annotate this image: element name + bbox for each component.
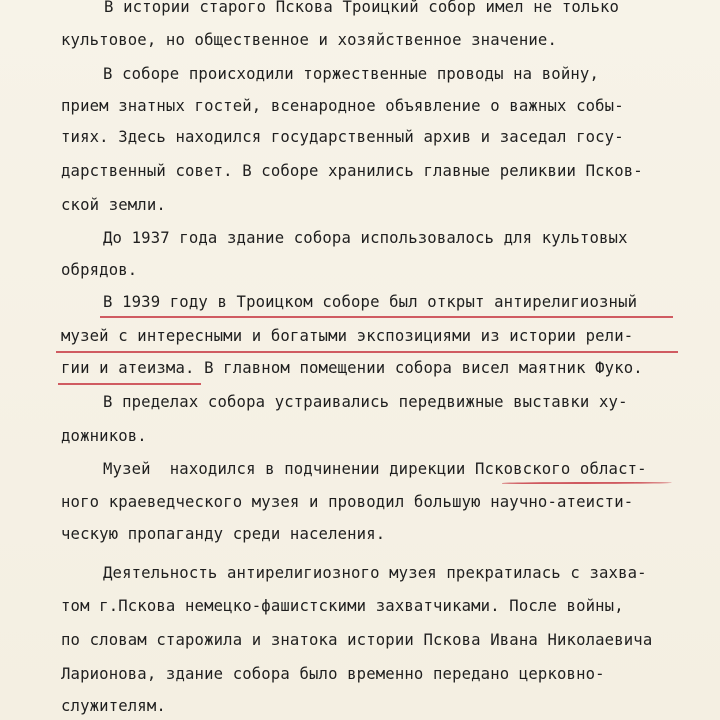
red-underline bbox=[58, 383, 201, 385]
text-line: Музей находился в подчинении дирекции Псковского област- bbox=[103, 460, 647, 478]
text-line: В истории старого Пскова Троицкий собор имел не только bbox=[104, 0, 620, 16]
text-line: В 1939 году в Троицком соборе был открыт антирелигиозный bbox=[103, 293, 638, 311]
text-line: ческую пропаганду среди населения. bbox=[61, 525, 386, 543]
text-line: обрядов. bbox=[61, 261, 138, 279]
text-line: До 1937 года здание собора использовалось для культовых bbox=[103, 229, 628, 247]
text-line: служителям. bbox=[61, 697, 166, 715]
text-line: культовое, но общественное и хозяйственное значение. bbox=[61, 31, 557, 49]
text-line: В соборе происходили торжественные проводы на войну, bbox=[103, 65, 599, 83]
text-line: дожников. bbox=[61, 427, 147, 445]
text-line: прием знатных гостей, всенародное объявление о важных собы- bbox=[61, 97, 624, 115]
red-underline bbox=[100, 316, 673, 318]
red-wavy-underline bbox=[502, 482, 672, 484]
text-line: тиях. Здесь находился государственный архив и заседал госу- bbox=[61, 128, 624, 146]
text-line: Ларионова, здание собора было временно передано церковно- bbox=[61, 665, 605, 683]
text-line: музей с интересными и богатыми экспозициями из истории рели- bbox=[61, 327, 634, 345]
text-line: В пределах собора устраивались передвижные выставки ху- bbox=[103, 393, 628, 411]
text-line: ской земли. bbox=[61, 196, 166, 214]
text-line: ного краеведческого музея и проводил большую научно-атеисти- bbox=[61, 493, 634, 511]
text-line: том г.Пскова немецко-фашистскими захватчиками. После войны, bbox=[61, 597, 624, 615]
text-line: гии и атеизма. В главном помещении собора висел маятник Фуко. bbox=[61, 359, 643, 377]
text-line: дарственный совет. В соборе хранились главные реликвии Псков- bbox=[61, 162, 643, 180]
red-underline bbox=[56, 351, 678, 353]
text-line: по словам старожила и знатока истории Пскова Ивана Николаевича bbox=[61, 631, 653, 649]
text-line: Деятельность антирелигиозного музея прекратилась с захва- bbox=[103, 564, 647, 582]
